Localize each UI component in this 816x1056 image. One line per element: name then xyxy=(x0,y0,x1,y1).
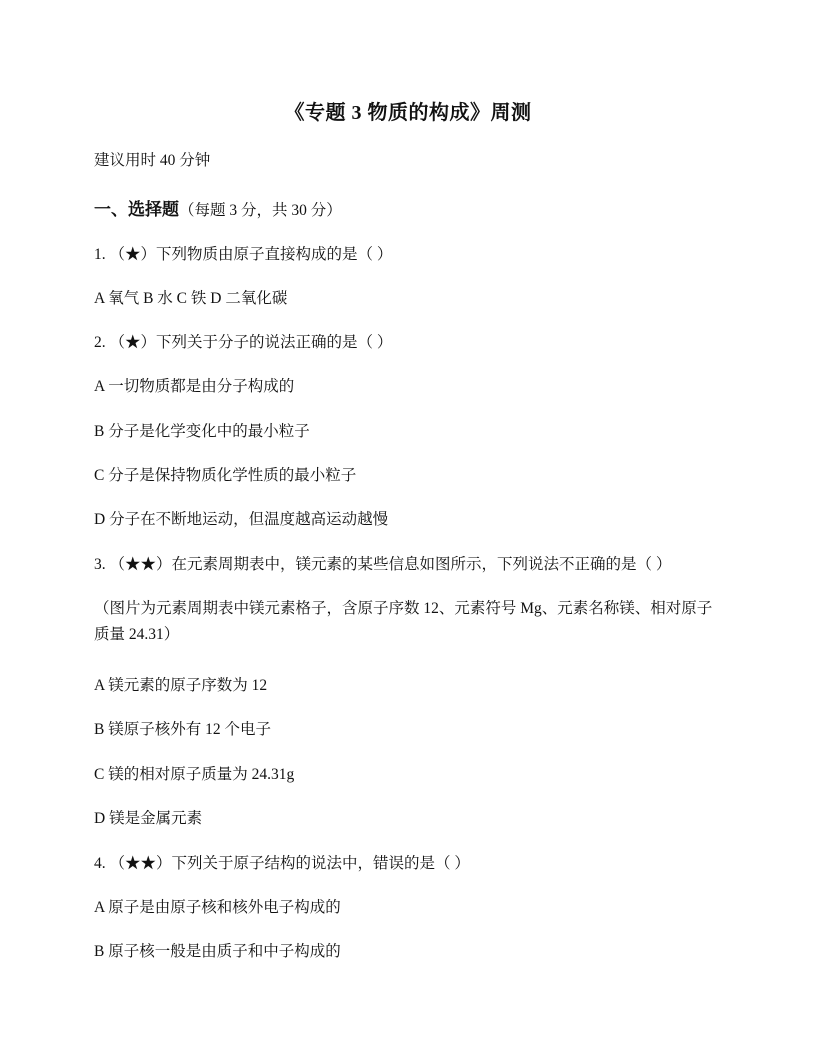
question-4-stem: 4. （★★）下列关于原子结构的说法中，错误的是（ ） xyxy=(94,855,470,872)
question-3-option-d: D 镁是金属元素 xyxy=(94,810,203,827)
question-2-stem: 2. （★）下列关于分子的说法正确的是（ ） xyxy=(94,334,393,351)
question-4-option-b: B 原子核一般是由质子和中子构成的 xyxy=(94,943,341,960)
question-1-stem: 1. （★）下列物质由原子直接构成的是（ ） xyxy=(94,246,393,263)
question-4-option-a: A 原子是由原子核和核外电子构成的 xyxy=(94,899,341,916)
question-3-stem: 3. （★★）在元素周期表中，镁元素的某些信息如图所示，下列说法不正确的是（ ） xyxy=(94,556,672,573)
section-heading xyxy=(94,195,342,220)
document-title: 《专题 3 物质的构成》周测 xyxy=(284,102,532,124)
question-1-options: A 氧气 B 水 C 铁 D 二氧化碳 xyxy=(94,290,288,307)
question-2-option-c: C 分子是保持物质化学性质的最小粒子 xyxy=(94,467,357,484)
question-2-option-d: D 分子在不断地运动，但温度越高运动越慢 xyxy=(94,511,389,528)
question-2-option-a: A 一切物质都是由分子构成的 xyxy=(94,378,295,395)
question-3-figure-note: （图片为元素周期表中镁元素格子，含原子序数 12、元素符号 Mg、元素名称镁、相对原子质量 24.31） xyxy=(94,600,713,643)
question-2-option-b: B 分子是化学变化中的最小粒子 xyxy=(94,423,310,440)
question-3-option-b: B 镁原子核外有 12 个电子 xyxy=(94,721,271,738)
question-3-option-c: C 镁的相对原子质量为 24.31g xyxy=(94,766,295,783)
question-3-option-a: A 镁元素的原子序数为 12 xyxy=(94,677,268,694)
section-title: 一、选择题 xyxy=(94,200,179,219)
suggested-time: 建议用时 40 分钟 xyxy=(94,152,211,169)
section-scoring-note: （每题 3 分，共 30 分） xyxy=(179,202,342,219)
